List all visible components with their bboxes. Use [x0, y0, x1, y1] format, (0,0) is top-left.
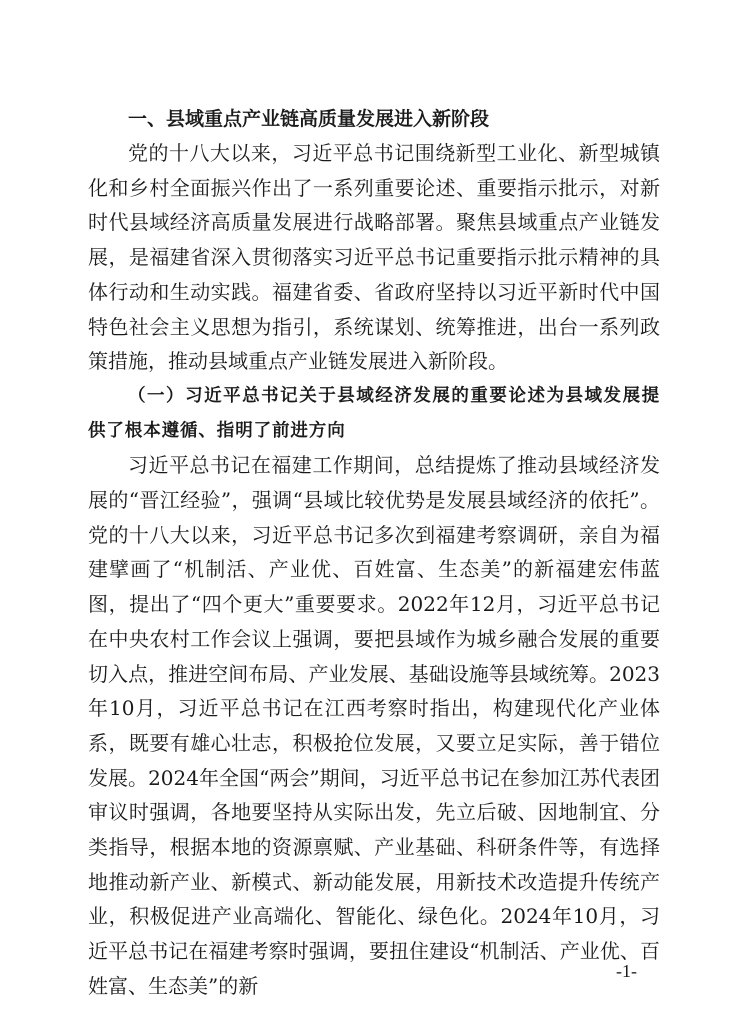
section-heading: 一、县域重点产业链高质量发展进入新阶段	[128, 108, 490, 130]
page-number: -1-	[616, 961, 637, 981]
paragraph-intro: 党的十八大以来，习近平总书记围绕新型工业化、新型城镇化和乡村全面振兴作出了一系列重要论述、重要指示批示，对新时代县域经济高质量发展进行战略部署。聚焦县域重点产业链发展，是福建省深入贯彻落实习近平总书记重要指示批示精神的具体行动和生动实践。福建省委、省政府坚持以习近平新时代中国特色社会主义思想为指引，系统谋划、统筹推进，出台一系列政策措施，推动县域重点产业链发展进入新阶段。	[88, 141, 660, 374]
paragraph-body: 习近平总书记在福建工作期间，总结提炼了推动县域经济发展的“晋江经验”，强调“县域比较优势是发展县域经济的依托”。党的十八大以来，习近平总书记多次到福建考察调研，亲自为福建擘画了“机制活、产业优、百姓富、生态美”的新福建宏伟蓝图，提出了“四个更大”重要要求。2022年12月，习近平总书记在中央农村工作会议上强调，要把县域作为城乡融合发展的重要切入点，推进空间布局、产业发展、基础设施等县域统筹。2023年10月，习近平总书记在江西考察时指出，构建现代化产业体系，既要有雄心壮志，积极抢位发展，又要立足实际，善于错位发展。2024年全国“两会”期间，习近平总书记在参加江苏代表团审议时强调，各地要坚持从实际出发，先立后破、因地制宜、分类指导，根据本地的资源禀赋、产业基础、科研条件等，有选择地推动新产业、新模式、新动能发展，用新技术改造提升传统产业，积极促进产业高端化、智能化、绿色化。2024年10月，习近平总书记在福建考察时强调，要扭住建设“机制活、产业优、百姓富、生态美”的新	[88, 453, 660, 998]
page-content	[88, 102, 660, 1004]
sub-heading: （一）习近平总书记关于县域经济发展的重要论述为县域发展提供了根本遵循、指明了前进方向	[88, 385, 660, 441]
